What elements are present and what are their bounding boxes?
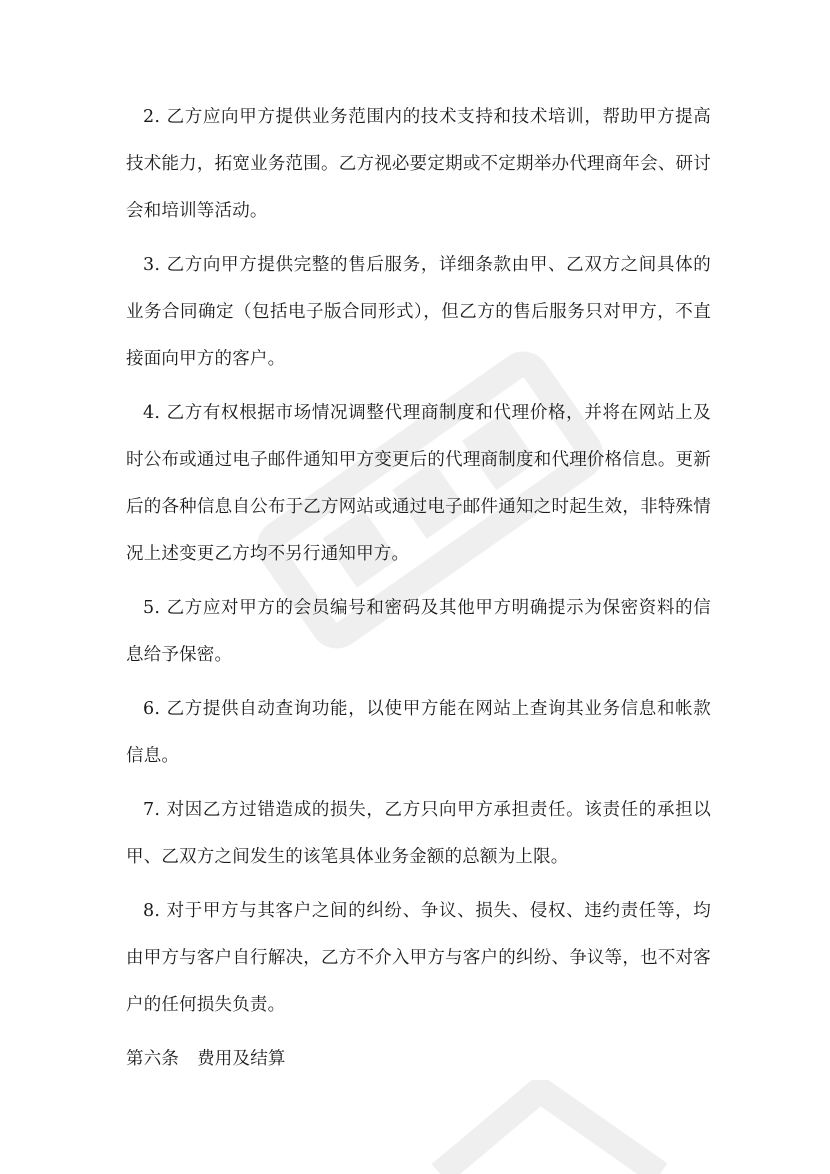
clause-item-2	[126, 94, 711, 235]
clause-item-4	[126, 390, 711, 578]
watermark-fragment-icon	[420, 1080, 680, 1174]
clause-item-7	[126, 787, 711, 881]
clause-number: 8.	[143, 901, 161, 921]
clause-text: 乙方有权根据市场情况调整代理商制度和代理价格，并将在网站上及时公布或通过电子邮件通知甲方变更后的代理商制度和代理价格信息。更新后的各种信息自公布于乙方网站或通过电子邮件通知之时起生效，非特殊情况上述变更乙方均不另行通知甲方。	[126, 403, 711, 564]
clause-number: 4.	[143, 403, 161, 423]
clause-text: 对因乙方过错造成的损失，乙方只向甲方承担责任。该责任的承担以甲、乙双方之间发生的该笔具体业务金额的总额为上限。	[126, 800, 711, 867]
clause-text: 乙方向甲方提供完整的售后服务，详细条款由甲、乙双方之间具体的业务合同确定（包括电子版合同形式），但乙方的售后服务只对甲方，不直接面向甲方的客户。	[126, 255, 711, 369]
clause-number: 6.	[143, 699, 161, 719]
clause-item-5	[126, 585, 711, 679]
clause-number: 3.	[143, 255, 161, 275]
clause-text: 乙方应向甲方提供业务范围内的技术支持和技术培训，帮助甲方提高技术能力，拓宽业务范围。乙方视必要定期或不定期举办代理商年会、研讨会和培训等活动。	[126, 107, 711, 221]
clause-number: 7.	[143, 800, 161, 820]
section-heading	[126, 1036, 711, 1083]
clause-text: 对于甲方与其客户之间的纠纷、争议、损失、侵权、违约责任等，均由甲方与客户自行解决，乙方不介入甲方与客户的纠纷、争议等，也不对客户的任何损失负责。	[126, 901, 711, 1015]
clause-item-6	[126, 686, 711, 780]
clause-number: 2.	[143, 107, 161, 127]
document-body	[126, 94, 711, 1083]
clause-text: 乙方提供自动查询功能，以使甲方能在网站上查询其业务信息和帐款信息。	[126, 699, 711, 766]
section-label: 第六条	[126, 1049, 180, 1069]
clause-item-3	[126, 242, 711, 383]
section-title: 费用及结算	[197, 1049, 286, 1069]
clause-number: 5.	[143, 598, 161, 618]
clause-text: 乙方应对甲方的会员编号和密码及其他甲方明确提示为保密资料的信息给予保密。	[126, 598, 711, 665]
clause-item-8	[126, 888, 711, 1029]
